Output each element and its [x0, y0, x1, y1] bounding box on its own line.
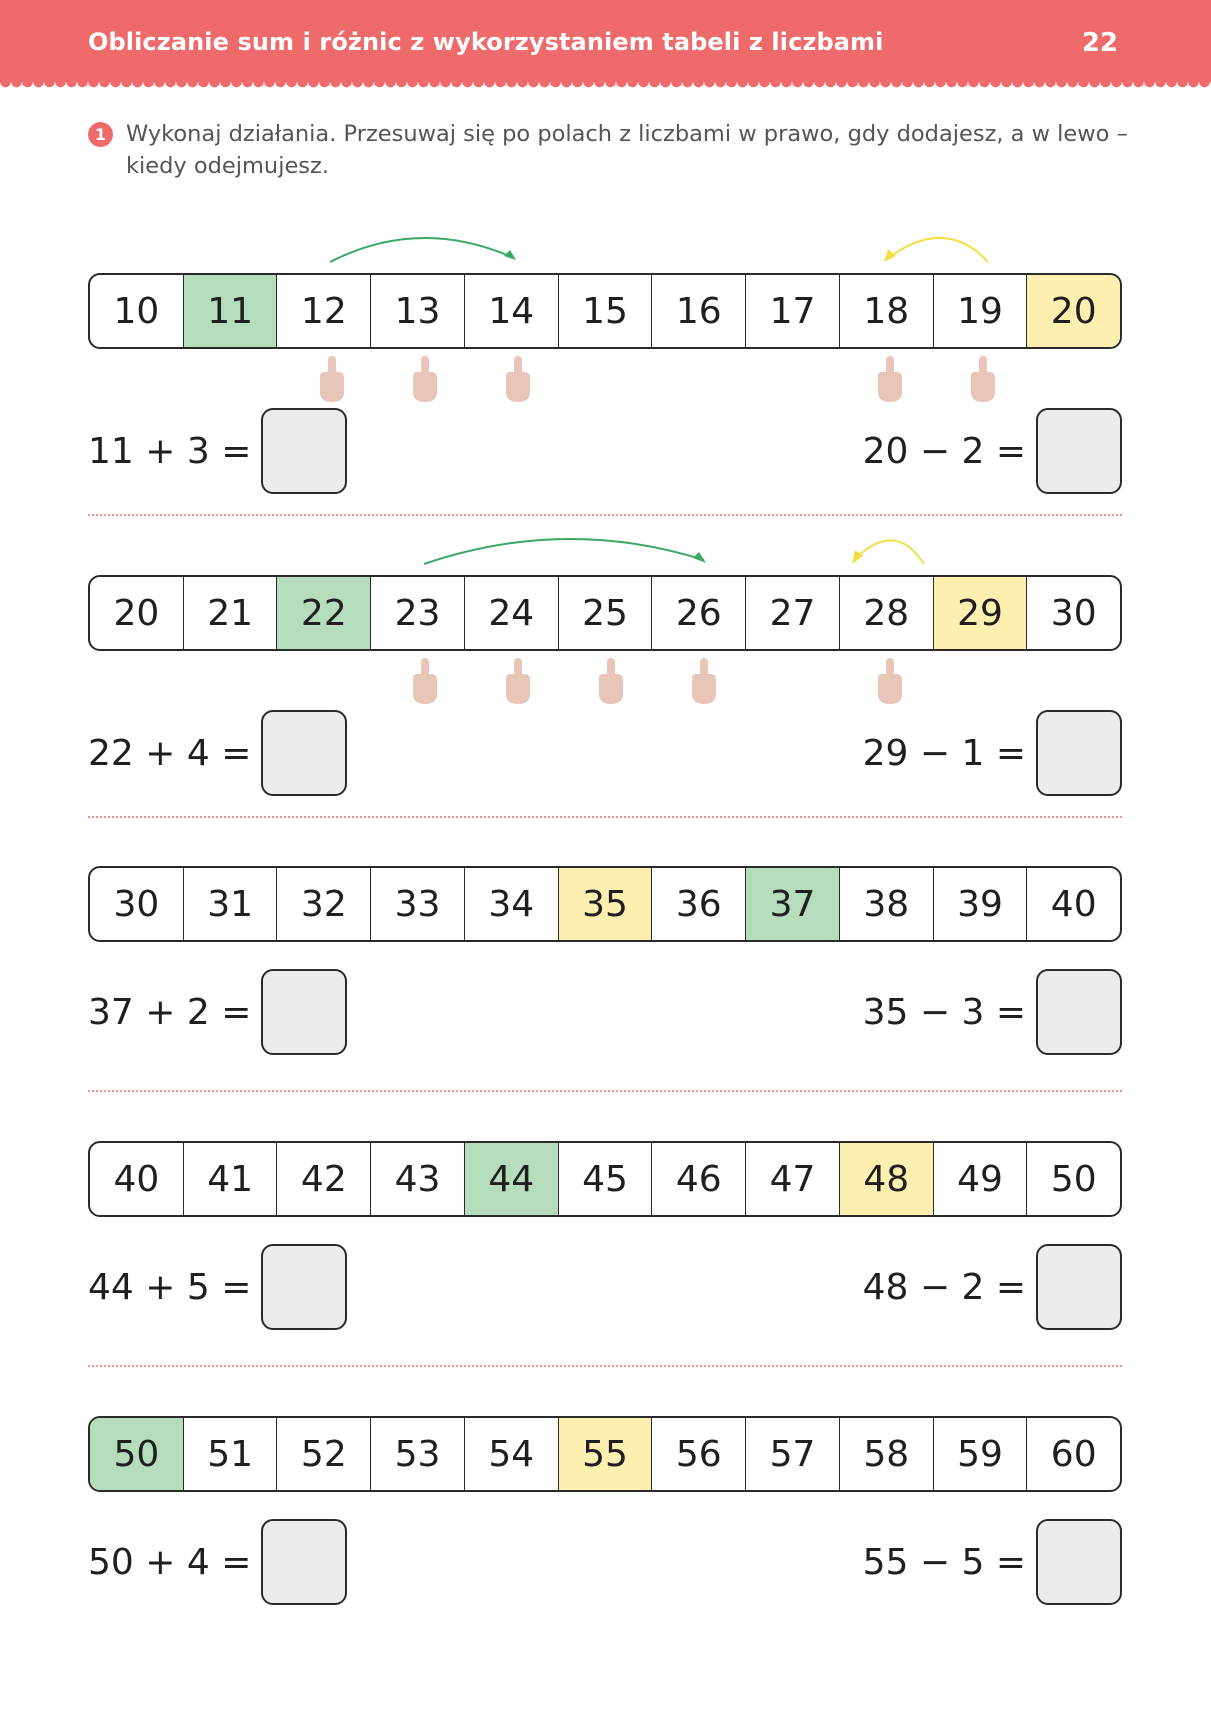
answer-box[interactable]: [261, 710, 347, 796]
addition-equation: [88, 710, 347, 796]
page-title: Obliczanie sum i różnic z wykorzystaniem tabeli z liczbami: [88, 28, 884, 56]
number-cell: 12: [277, 275, 371, 347]
pointing-finger-icon: [502, 658, 532, 706]
number-cell: 34: [465, 868, 559, 940]
number-cell: 36: [652, 868, 746, 940]
subtraction-equation: [863, 408, 1122, 494]
number-cell: 50: [1050, 1158, 1097, 1200]
addition-equation: [88, 1244, 347, 1330]
number-cell: 30: [90, 868, 184, 940]
number-cell-end: 35: [559, 868, 653, 940]
answer-box[interactable]: [1036, 969, 1122, 1055]
addition-expression: 37 + 2 =: [88, 991, 252, 1033]
pointing-finger-icon: [409, 658, 439, 706]
number-cell-end: 55: [559, 1418, 653, 1490]
number-cell-end: 29: [934, 577, 1028, 649]
number-cell: 39: [934, 868, 1028, 940]
pointing-finger-icon: [874, 658, 904, 706]
number-strip: [88, 575, 1122, 651]
answer-box[interactable]: [261, 1244, 347, 1330]
number-cell: 58: [840, 1418, 934, 1490]
number-cell: 45: [559, 1143, 653, 1215]
addition-expression: 11 + 3 =: [88, 430, 252, 472]
answer-box[interactable]: [1036, 408, 1122, 494]
subtraction-expression: 20 − 2 =: [862, 430, 1026, 472]
number-cell-start: 37: [746, 868, 840, 940]
number-cell: 47: [746, 1143, 840, 1215]
addition-equation: [88, 1519, 347, 1605]
number-cell: 26: [652, 577, 746, 649]
answer-box[interactable]: [1036, 1519, 1122, 1605]
addition-expression: 50 + 4 =: [88, 1541, 252, 1583]
number-cell: 21: [184, 577, 278, 649]
number-cell-start: 11: [184, 275, 278, 347]
task-instruction: Wykonaj działania. Przesuwaj się po polach z liczbami w prawo, gdy dodajesz, a w lewo – kiedy odejmujesz.: [126, 121, 1128, 179]
subtraction-equation: [863, 710, 1122, 796]
section-divider: [88, 1090, 1122, 1092]
section-divider: [88, 816, 1122, 818]
number-cell: 16: [652, 275, 746, 347]
number-cell: 52: [277, 1418, 371, 1490]
number-cell: 13: [371, 275, 465, 347]
number-cell: 27: [746, 577, 840, 649]
number-cell-start: 50: [90, 1418, 184, 1490]
number-cell: 23: [371, 577, 465, 649]
number-cell: 51: [184, 1418, 278, 1490]
number-cell: 60: [1050, 1433, 1097, 1475]
addition-equation: [88, 969, 347, 1055]
answer-box[interactable]: [1036, 710, 1122, 796]
number-cell-start: 22: [277, 577, 371, 649]
subtraction-expression: 35 − 3 =: [862, 991, 1026, 1033]
number-cell: 33: [371, 868, 465, 940]
subtraction-equation: [863, 969, 1122, 1055]
page-number: 22: [1081, 28, 1118, 58]
number-cell: 17: [746, 275, 840, 347]
number-cell: 42: [277, 1143, 371, 1215]
pointing-finger-icon: [874, 356, 904, 404]
addition-equation: [88, 408, 347, 494]
number-cell: 10: [90, 275, 184, 347]
number-cell-end: 20: [1027, 275, 1120, 347]
number-cell: 25: [559, 577, 653, 649]
section-divider: [88, 1365, 1122, 1367]
pointing-finger-icon: [409, 356, 439, 404]
number-cell: 49: [934, 1143, 1028, 1215]
pointing-finger-icon: [595, 658, 625, 706]
answer-box[interactable]: [261, 408, 347, 494]
answer-box[interactable]: [1036, 1244, 1122, 1330]
subtraction-expression: 29 − 1 =: [862, 732, 1026, 774]
number-cell: 24: [465, 577, 559, 649]
header-scalloped-edge: [0, 82, 1211, 92]
number-strip: [88, 273, 1122, 349]
number-strip: [88, 1416, 1122, 1492]
number-cell-end: 48: [840, 1143, 934, 1215]
subtraction-expression: 55 − 5 =: [862, 1541, 1026, 1583]
pointing-finger-icon: [967, 356, 997, 404]
subtraction-equation: [863, 1519, 1122, 1605]
section-divider: [88, 514, 1122, 516]
subtraction-arrow-row-1: [876, 222, 996, 266]
number-cell: 20: [90, 577, 184, 649]
number-cell: 46: [652, 1143, 746, 1215]
pointing-finger-icon: [502, 356, 532, 404]
page-header: [0, 0, 1211, 82]
number-cell: 53: [371, 1418, 465, 1490]
addition-expression: 44 + 5 =: [88, 1266, 252, 1308]
number-cell: 57: [746, 1418, 840, 1490]
number-cell: 19: [934, 275, 1028, 347]
number-cell: 43: [371, 1143, 465, 1215]
subtraction-expression: 48 − 2 =: [862, 1266, 1026, 1308]
number-cell: 30: [1050, 592, 1097, 634]
number-cell-start: 44: [465, 1143, 559, 1215]
number-cell: 15: [559, 275, 653, 347]
number-strip: [88, 866, 1122, 942]
addition-arrow-row-1: [320, 222, 520, 266]
number-cell: 28: [840, 577, 934, 649]
number-cell: 38: [840, 868, 934, 940]
addition-expression: 22 + 4 =: [88, 732, 252, 774]
answer-box[interactable]: [261, 969, 347, 1055]
number-cell: 40: [1050, 883, 1097, 925]
number-cell: 41: [184, 1143, 278, 1215]
number-cell: 40: [90, 1143, 184, 1215]
number-cell: 54: [465, 1418, 559, 1490]
answer-box[interactable]: [261, 1519, 347, 1605]
number-cell: 14: [465, 275, 559, 347]
subtraction-equation: [863, 1244, 1122, 1330]
number-cell: 18: [840, 275, 934, 347]
subtraction-arrow-row-2: [846, 524, 926, 568]
number-cell: 32: [277, 868, 371, 940]
number-cell: 56: [652, 1418, 746, 1490]
number-strip: [88, 1141, 1122, 1217]
task-number-badge: 1: [88, 122, 113, 147]
number-cell: 31: [184, 868, 278, 940]
addition-arrow-row-2: [420, 524, 710, 568]
pointing-finger-icon: [688, 658, 718, 706]
number-cell: 59: [934, 1418, 1028, 1490]
pointing-finger-icon: [316, 356, 346, 404]
